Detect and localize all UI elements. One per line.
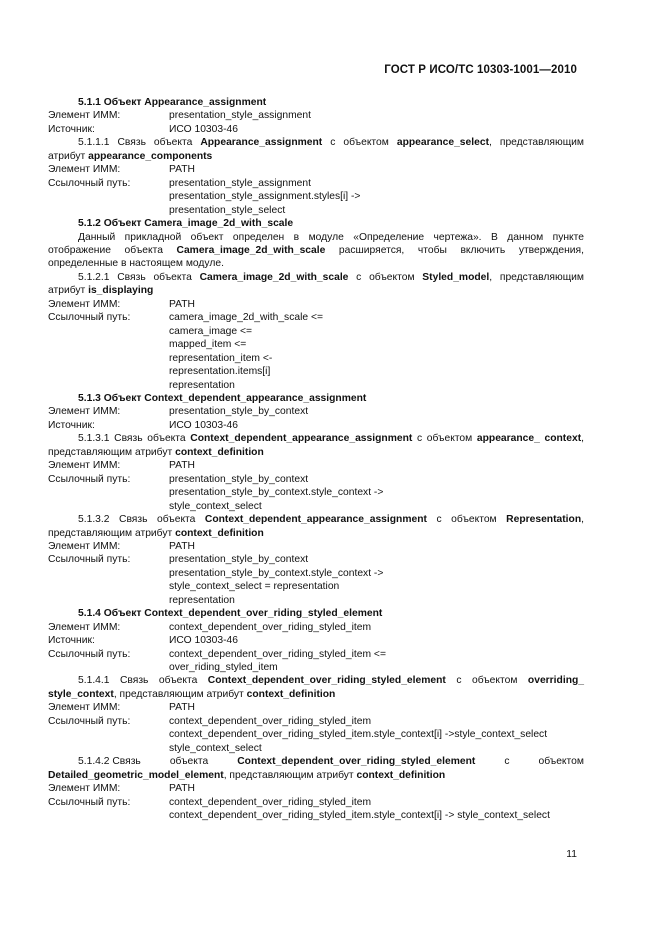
path-line: mapped_item <= — [169, 339, 247, 351]
clause-5-1-2-1: 5.1.2.1 Связь объекта Camera_image_2d_with_scale с объектом Styled_model, представляющим атрибут is_displaying — [48, 271, 584, 297]
path-row — [48, 473, 584, 486]
imm-value: presentation_style_assignment — [169, 110, 311, 122]
clause-5-1-4-2-cont: Detailed_geometric_model_element, представляющим атрибут context_definition — [48, 769, 446, 781]
imm-label: Элемент ИММ: — [48, 460, 121, 472]
section-heading-5-1-4: 5.1.4 Объект Context_dependent_over_riding_styled_element — [78, 608, 383, 620]
path-row — [48, 796, 584, 809]
imm-label: Элемент ИММ: — [48, 298, 121, 310]
path-line: context_dependent_over_riding_styled_item — [169, 796, 372, 808]
path-line: context_dependent_over_riding_styled_item — [169, 715, 372, 727]
path-line: style_context_select — [169, 500, 262, 512]
path-line: context_dependent_over_riding_styled_item <= — [169, 648, 386, 660]
path-line: presentation_style_select — [169, 204, 286, 216]
path-line: presentation_style_by_context.style_context -> — [169, 487, 384, 499]
source-label: Источник: — [48, 123, 95, 135]
path-label: Ссылочный путь: — [48, 177, 131, 189]
path-line: presentation_style_by_context — [169, 473, 309, 485]
clause-5-1-4-2: 5.1.4.2 Связь объекта Context_dependent_over_riding_styled_element с объектом — [78, 756, 584, 768]
clause-5-1-3-1: 5.1.3.1 Связь объекта Context_dependent_appearance_assignment с объектом appearance_ context, представляющим атрибут context_definition — [48, 433, 584, 458]
path-row — [48, 311, 584, 324]
imm-label: Элемент ИММ: — [48, 621, 121, 633]
path-label: Ссылочный путь: — [48, 648, 131, 660]
imm-row — [48, 109, 584, 122]
path-row — [48, 553, 584, 566]
section-heading-5-1-2: 5.1.2 Объект Camera_image_2d_with_scale — [78, 218, 294, 230]
imm-row — [48, 163, 584, 176]
path-line: camera_image <= — [169, 325, 252, 337]
source-value: ИСО 10303-46 — [169, 635, 238, 647]
paragraph: Данный прикладной объект определен в модуле «Определение чертежа». В данном пункте отображение объекта Camera_image_2d_with_scale расширяется, чтобы включить утверждения, определенные в настоящем модуле. — [48, 231, 584, 270]
path-label: Ссылочный путь: — [48, 796, 131, 808]
path-line: representation.items[i] — [169, 366, 271, 378]
imm-label: Элемент ИММ: — [48, 406, 121, 418]
path-row — [48, 648, 584, 661]
imm-value: PATH — [169, 298, 195, 310]
imm-label: Элемент ИММ: — [48, 783, 121, 795]
clause-5-1-3-2: 5.1.3.2 Связь объекта Context_dependent_appearance_assignment с объектом Representation, представляющим атрибут context_definition — [48, 514, 584, 539]
section-heading-5-1-3: 5.1.3 Объект Context_dependent_appearance_assignment — [78, 392, 367, 404]
source-label: Источник: — [48, 419, 95, 431]
imm-row — [48, 701, 584, 714]
imm-value: PATH — [169, 702, 195, 714]
imm-value: presentation_style_by_context — [169, 406, 309, 418]
source-value: ИСО 10303-46 — [169, 123, 238, 135]
path-line: over_riding_styled_item — [169, 662, 278, 674]
source-value: ИСО 10303-46 — [169, 419, 238, 431]
imm-row — [48, 540, 584, 553]
path-row — [48, 715, 584, 728]
path-line: camera_image_2d_with_scale <= — [169, 312, 323, 324]
imm-row — [48, 405, 584, 418]
imm-value: PATH — [169, 540, 195, 552]
imm-label: Элемент ИММ: — [48, 110, 121, 122]
path-line: representation — [169, 594, 235, 606]
source-row — [48, 123, 584, 136]
path-label: Ссылочный путь: — [48, 473, 131, 485]
imm-row — [48, 782, 584, 795]
path-line: style_context_select = representation — [169, 581, 340, 593]
path-line: presentation_style_assignment.styles[i] -> — [169, 191, 361, 203]
imm-value: PATH — [169, 164, 195, 176]
path-label: Ссылочный путь: — [48, 554, 131, 566]
path-line: presentation_style_assignment — [169, 177, 311, 189]
section-heading-5-1-1: 5.1.1 Объект Appearance_assignment — [78, 97, 267, 108]
path-line: representation — [169, 379, 235, 391]
document-header: ГОСТ Р ИСО/ТС 10303-1001—2010 — [384, 64, 577, 76]
path-line: context_dependent_over_riding_styled_item.style_context[i] ->style_context_select — [169, 729, 548, 741]
source-row — [48, 419, 584, 432]
imm-value: PATH — [169, 783, 195, 795]
path-row — [48, 177, 584, 190]
imm-value: context_dependent_over_riding_styled_item — [169, 621, 372, 633]
page-number: 11 — [566, 849, 577, 860]
path-line: presentation_style_by_context — [169, 554, 309, 566]
path-label: Ссылочный путь: — [48, 312, 131, 324]
path-line: representation_item <- — [169, 352, 273, 364]
clause-5-1-4-1: 5.1.4.1 Связь объекта Context_dependent_over_riding_styled_element с объектом overriding_ style_context, представляющим атрибут context_definition — [48, 675, 584, 700]
imm-row — [48, 459, 584, 472]
imm-value: PATH — [169, 460, 195, 472]
imm-row — [48, 621, 584, 634]
clause-5-1-1-1: 5.1.1.1 Связь объекта Appearance_assignment с объектом appearance_select, представляющим атрибут appearance_components — [48, 137, 585, 162]
path-label: Ссылочный путь: — [48, 715, 131, 727]
document-body — [48, 96, 584, 822]
imm-label: Элемент ИММ: — [48, 540, 121, 552]
source-row — [48, 634, 584, 647]
imm-row — [48, 298, 584, 311]
path-line: style_context_select — [169, 742, 262, 754]
imm-label: Элемент ИММ: — [48, 164, 121, 176]
source-label: Источник: — [48, 635, 95, 647]
imm-label: Элемент ИММ: — [48, 702, 121, 714]
path-line: context_dependent_over_riding_styled_item.style_context[i] -> style_context_select — [169, 810, 550, 822]
path-line: presentation_style_by_context.style_context -> — [169, 567, 384, 579]
